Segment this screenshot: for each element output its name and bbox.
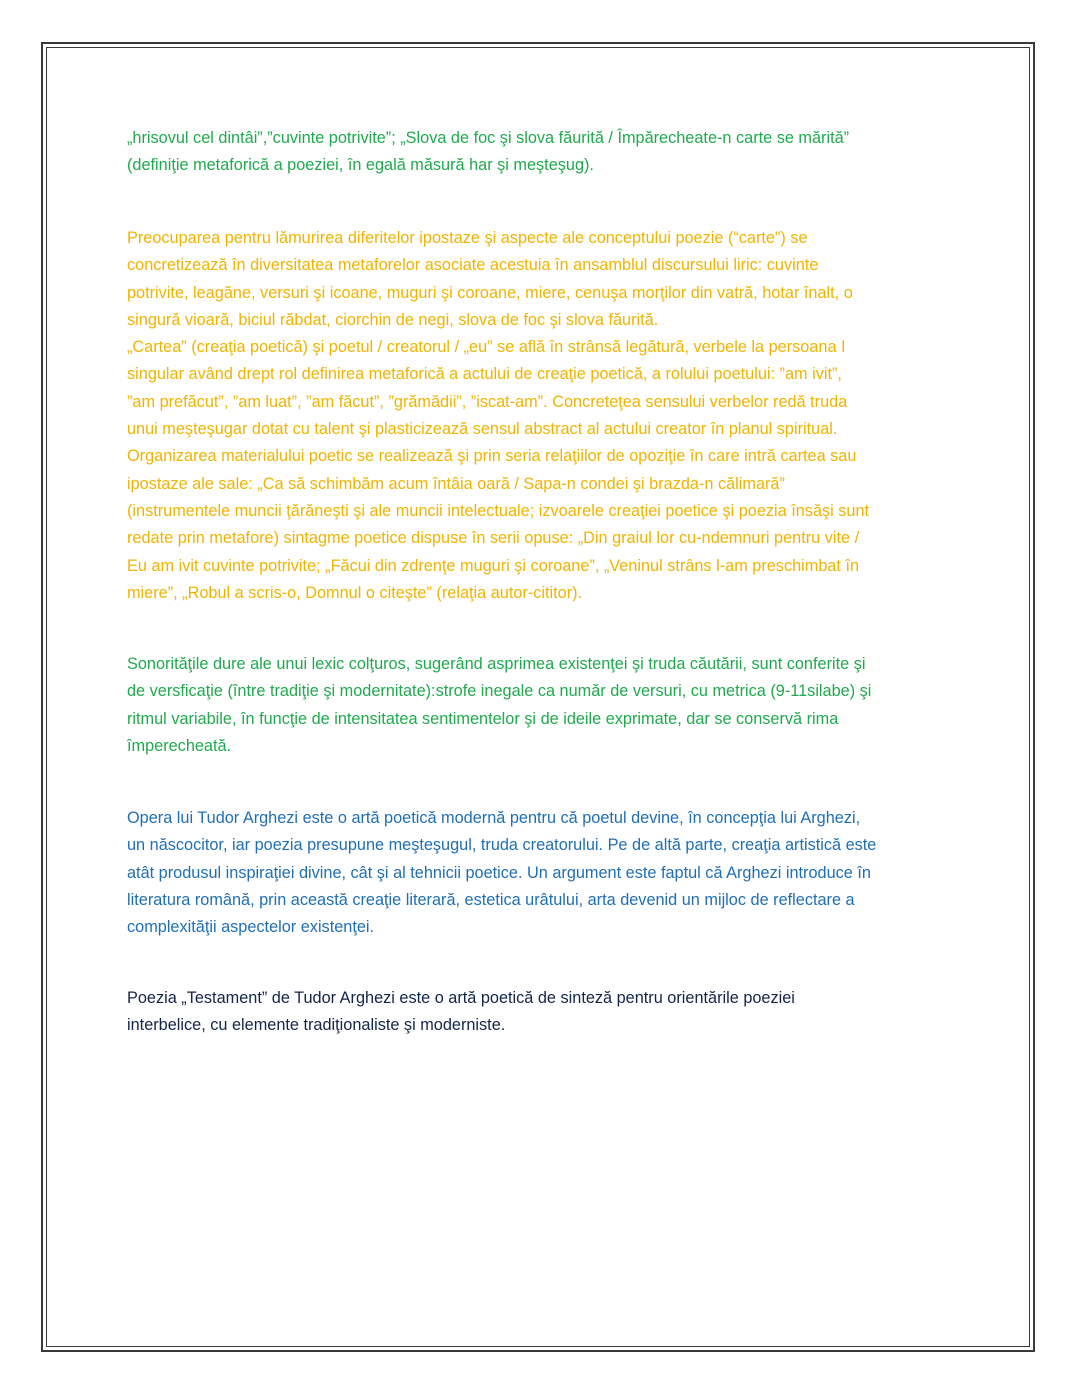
text-line: „hrisovul cel dintâi”,”cuvinte potrivite”; „Slova de foc şi slova făurită / Împărecheate-n carte se mărită” [127,129,850,147]
paragraph-versification [127,651,871,760]
text-line: (instrumentele muncii ţărăneşti şi ale muncii intelectuale; izvoarele creaţiei poetice şi poezia însăşi sunt [127,501,870,520]
text-line: interbelice, cu elemente tradiţionaliste şi moderniste. [127,1016,506,1035]
text-line: „Cartea” (creaţia poetică) şi poetul / creatorul / „eu” se află în strânsă legătură, verbele la persoana I [127,338,846,357]
text-line: Poezia „Testament” de Tudor Arghezi este o artă poetică de sinteză pentru orientările poeziei [127,989,795,1007]
text-line: unui meşteşugar dotat cu talent şi plasticizează sensul abstract al actului creator în planul spiritual. [127,420,838,439]
text-line: Organizarea materialului poetic se realizează şi prin seria relaţiilor de opoziţie în care intră cartea sau [127,447,857,466]
text-line: un născocitor, iar poezia presupune meşteşugul, truda creatorului. Pe de altă parte, creaţia artistică este [127,836,877,855]
text-line: ”am prefăcut”, ”am luat”, ”am făcut”, ”grămădii”, ”iscat-am”. Concreteţea sensului verbelor redă truda [127,392,848,411]
text-line: de versficaţie (între tradiţie şi modernitate):strofe inegale ca număr de versuri, cu metrica (9-11silabe) şi [127,682,872,701]
text-line: potrivite, leagăne, versuri şi icoane, muguri şi coroane, miere, cenuşa morţilor din vatră, hotar înalt, o [127,283,853,302]
paragraph-poetry-definition [127,125,849,180]
text-line: miere”, „Robul a scris-o, Domnul o citeşte” (relaţia autor-cititor). [127,583,583,602]
text-line: redate prin metafore) sintagme poetice dispuse în serii opuse: „Din graiul lor cu-ndemnuri pentru vite / [127,529,860,548]
text-line: atât produsul inspiraţiei divine, cât şi al tehnicii poetice. Un argument este faptul că Arghezi introduce în [127,863,871,882]
text-line: concretizează în diversitatea metaforelor asociate acestuia în ansamblul discursului liric: cuvinte [127,256,819,275]
text-line: ritmul variabile, în funcţie de intensitatea sentimentelor şi de ideile exprimate, dar se conservă rima [127,709,839,728]
text-line: împerecheată. [127,736,232,755]
text-line: literatura română, prin această creaţie literară, estetica urâtului, arta devenid un mijloc de reflectare a [127,890,855,909]
text-line: ipostaze ale sale: „Ca să schimbăm acum întâia oară / Sapa-n condei şi brazda-n călimară” [127,474,785,493]
text-line: Sonorităţile dure ale unui lexic colţuros, sugerând asprimea existenţei şi truda căutării, sunt conferite şi [127,655,866,673]
paragraph-conclusion [127,985,795,1040]
text-line: complexităţii aspectelor existenţei. [127,918,375,937]
text-line: Opera lui Tudor Arghezi este o artă poetică modernă pentru că poetul devine, în concepţia lui Arghezi, [127,809,861,827]
text-line: (definiţie metaforică a poeziei, în egală măsură har şi meşteşug). [127,156,594,175]
paragraph-metaphors [127,225,869,607]
text-line: Eu am ivit cuvinte potrivite; „Făcui din zdrenţe muguri şi coroane”, „Veninul strâns l-am preschimbat în [127,556,860,575]
text-line: Preocuparea pentru lămurirea diferitelor ipostaze şi aspecte ale conceptului poezie (“carte”) se [127,229,808,247]
paragraph-modern-art [127,805,876,941]
text-line: singură vioară, biciul răbdat, ciorchin de negi, slova de foc şi slova făurită. [127,310,659,329]
text-line: singular având drept rol definirea metaforică a actului de creaţie poetică, a rolului poetului: ”am ivit”, [127,365,842,384]
